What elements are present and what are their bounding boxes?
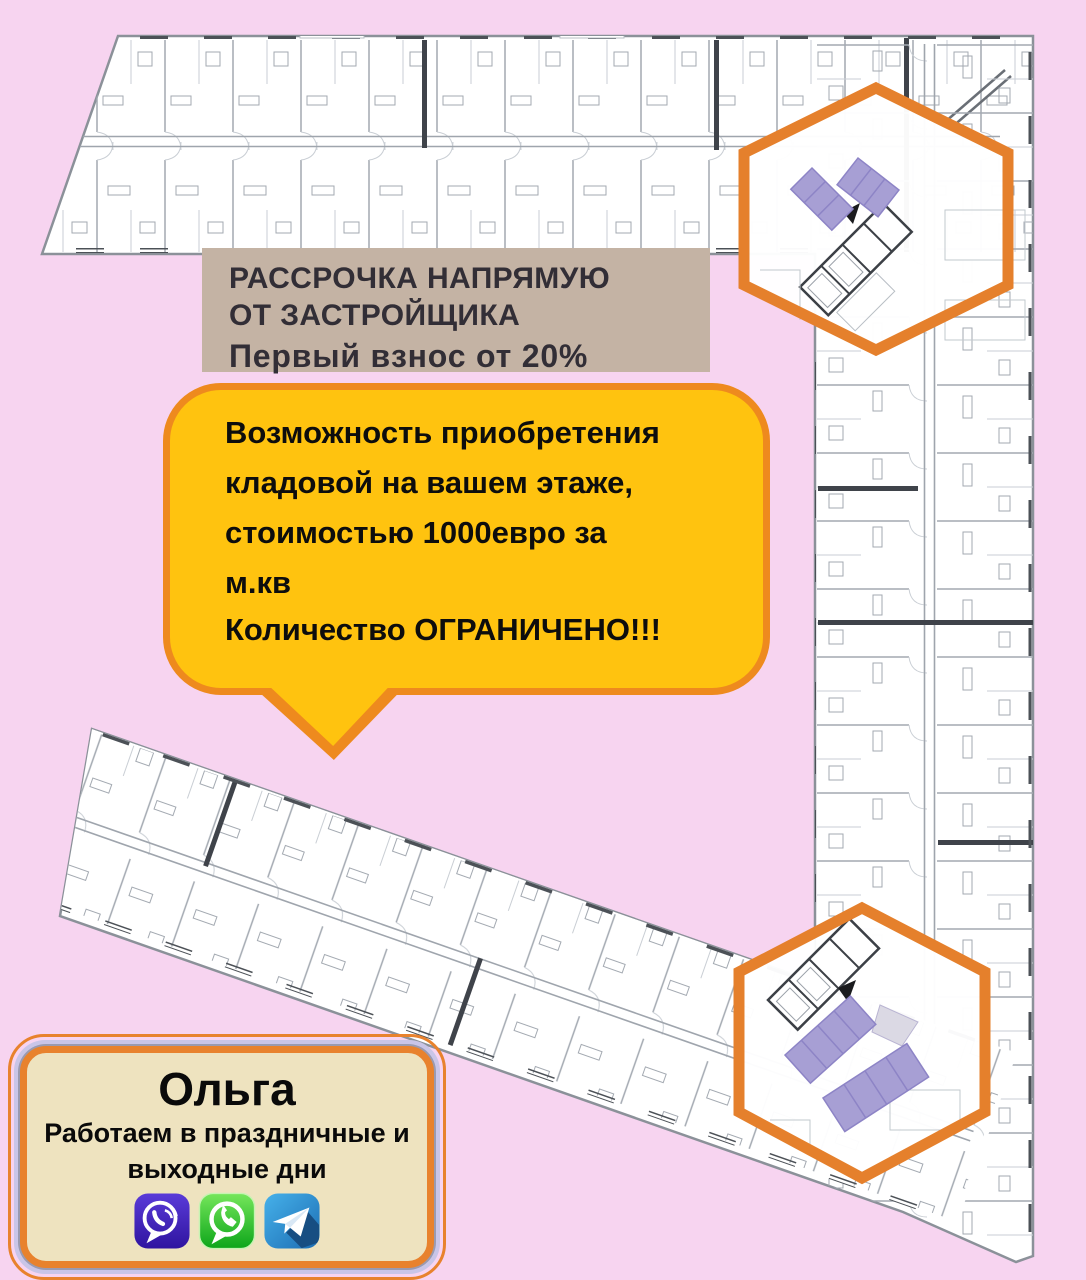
installment-banner — [202, 248, 710, 372]
offer-line-1: Возможность приобретения — [225, 415, 660, 450]
messenger-icons — [27, 1192, 427, 1250]
contact-card-trim — [14, 1040, 440, 1274]
contact-card-body — [20, 1046, 434, 1268]
agent-name: Ольга — [158, 1063, 296, 1115]
banner-line-3: Первый взнос от 20% — [229, 338, 589, 374]
banner-line-2: ОТ ЗАСТРОЙЩИКА — [229, 299, 521, 332]
offer-line-3: стоимостью 1000евро за — [225, 515, 607, 550]
offer-warning: Количество ОГРАНИЧЕНО!!! — [225, 612, 661, 647]
whatsapp-icon[interactable] — [198, 1192, 256, 1250]
viber-icon[interactable] — [133, 1192, 191, 1250]
contact-card — [8, 1034, 446, 1280]
schedule-line-1: Работаем в праздничные и — [44, 1118, 410, 1148]
banner-line-1: РАССРОЧКА НАПРЯМУЮ — [229, 262, 611, 295]
offer-line-4: м.кв — [225, 565, 292, 600]
schedule-line-2: выходные дни — [127, 1154, 327, 1184]
offer-line-2: кладовой на вашем этаже, — [225, 465, 633, 500]
telegram-icon[interactable] — [263, 1192, 321, 1250]
offer-text — [225, 408, 765, 608]
